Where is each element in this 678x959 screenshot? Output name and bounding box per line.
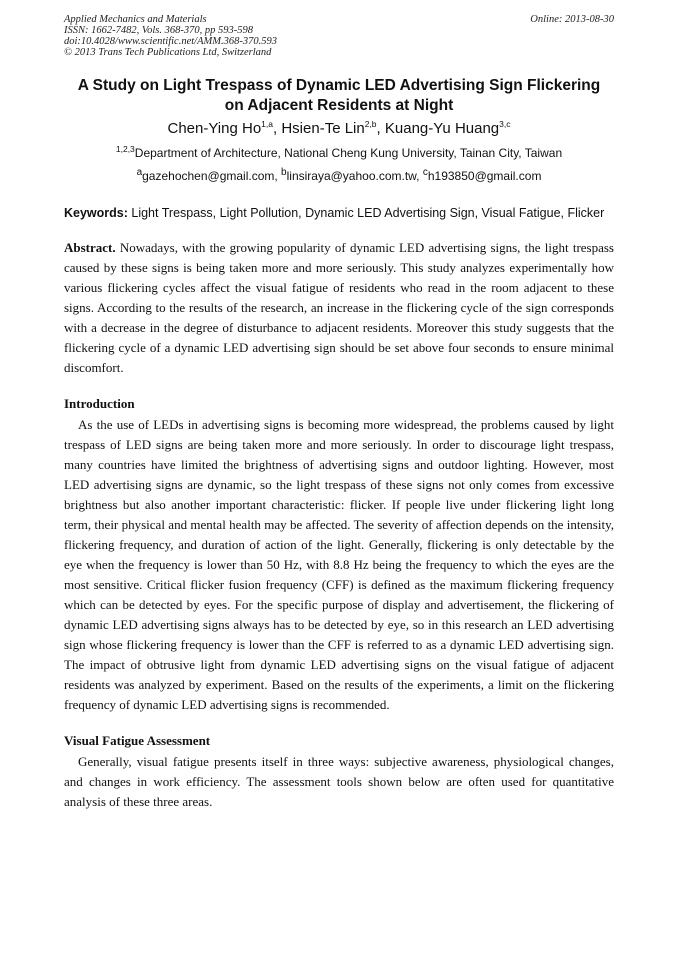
abstract-label: Abstract. xyxy=(64,240,116,255)
title-line-1: A Study on Light Trespass of Dynamic LED Advertising Sign Flickering xyxy=(77,77,601,94)
affiliation-text: Department of Architecture, National Cheng Kung University, Tainan City, Taiwan xyxy=(134,146,563,160)
section-heading-visual-fatigue: Visual Fatigue Assessment xyxy=(64,733,211,748)
email-sup: a xyxy=(136,167,143,178)
author-name: Chen-Ying Ho xyxy=(167,120,262,137)
abstract xyxy=(64,238,614,378)
title-line-2: on Adjacent Residents at Night xyxy=(224,97,454,114)
author-sup: 3,c xyxy=(499,119,511,129)
keywords-label: Keywords: xyxy=(64,206,128,220)
author-list xyxy=(64,119,614,138)
visual-fatigue-paragraph: Generally, visual fatigue presents itself in three ways: subjective awareness, physiological changes, and changes in work efficiency. The assessment tools shown below are often used for quantitative analysis of these three areas. xyxy=(64,754,614,809)
online-date: Online: 2013-08-30 xyxy=(530,14,614,25)
author-sep: , xyxy=(273,120,282,137)
email-address[interactable]: h193850@gmail.com xyxy=(427,169,542,183)
journal-header xyxy=(64,14,614,58)
email-address[interactable]: linsiraya@yahoo.com.tw, xyxy=(286,169,423,183)
issn-line: ISSN: 1662-7482, Vols. 368-370, pp 593-598 xyxy=(64,25,253,36)
section-heading-introduction: Introduction xyxy=(64,396,135,411)
affiliation xyxy=(64,146,614,160)
copyright-line: © 2013 Trans Tech Publications Ltd, Switzerland xyxy=(64,47,272,58)
email-sup: c xyxy=(422,167,428,178)
email-list xyxy=(64,166,614,183)
author-sup: 2,b xyxy=(364,119,377,129)
paper-title xyxy=(64,76,614,116)
author-name: Hsien-Te Lin xyxy=(281,120,365,137)
doi-line: doi:10.4028/www.scientific.net/AMM.368-370.593 xyxy=(64,36,277,47)
email-address[interactable]: gazehochen@gmail.com, xyxy=(142,169,282,183)
author-name: Kuang-Yu Huang xyxy=(384,120,500,137)
affiliation-sup: 1,2,3 xyxy=(115,144,135,154)
keywords xyxy=(64,205,614,221)
journal-name: Applied Mechanics and Materials xyxy=(64,14,207,25)
author-sep: , xyxy=(376,120,385,137)
author-sup: 1,a xyxy=(261,119,273,129)
email-sup: b xyxy=(281,167,287,178)
keywords-text: Light Trespass, Light Pollution, Dynamic LED Advertising Sign, Visual Fatigue, Flicker xyxy=(127,206,605,220)
abstract-text: Nowadays, with the growing popularity of dynamic LED advertising signs, the light trespass caused by these signs is being taken more and more seriously. This study analyzes experimentally how various flickering cycles affect the visual fatigue of residents who read in the room adjacent to these signs. According to the results of the research, an increase in the flickering cycle of the sign corresponds with a decrease in the degree of disturbance to adjacent residents. Moreover this study suggests that the flickering cycle of a dynamic LED advertising sign should be set above four seconds to ensure minimal discomfort. xyxy=(64,240,614,375)
introduction-paragraph: As the use of LEDs in advertising signs is becoming more widespread, the problems caused by light trespass of LED signs are being taken more and more seriously. In order to discourage light trespass, many countries have limited the brightness of advertising signs and outdoor lighting. However, most LED advertising signs are dynamic, so the light trespass of these signs not only comes from excessive brightness but also another important characteristic: flicker. If people live under flickering light long term, their physical and mental health may be affected. The severity of affection depends on the intensity, flickering frequency, and duration of action of the light. Generally, flickering is only detectable by the eye when the frequency is lower than 50 Hz, with 8.8 Hz being the frequency to which the eyes are the most sensitive. Critical flicker fusion frequency (CFF) is defined as the maximum flickering frequency which can be detected by eyes. For the specific purpose of display and advertisement, the flickering of dynamic LED advertising signs always has to be detected by eye, so in this research an LED advertising sign whose flickering frequency is lower than the CFF is referred to as a dynamic LED advertising sign. The impact of obtrusive light from dynamic LED advertising signs on the visual fatigue of adjacent residents was analyzed by experiment. Based on the results of the experiments, a limit on the flickering frequency of dynamic LED advertising signs is recommended. xyxy=(64,417,614,712)
